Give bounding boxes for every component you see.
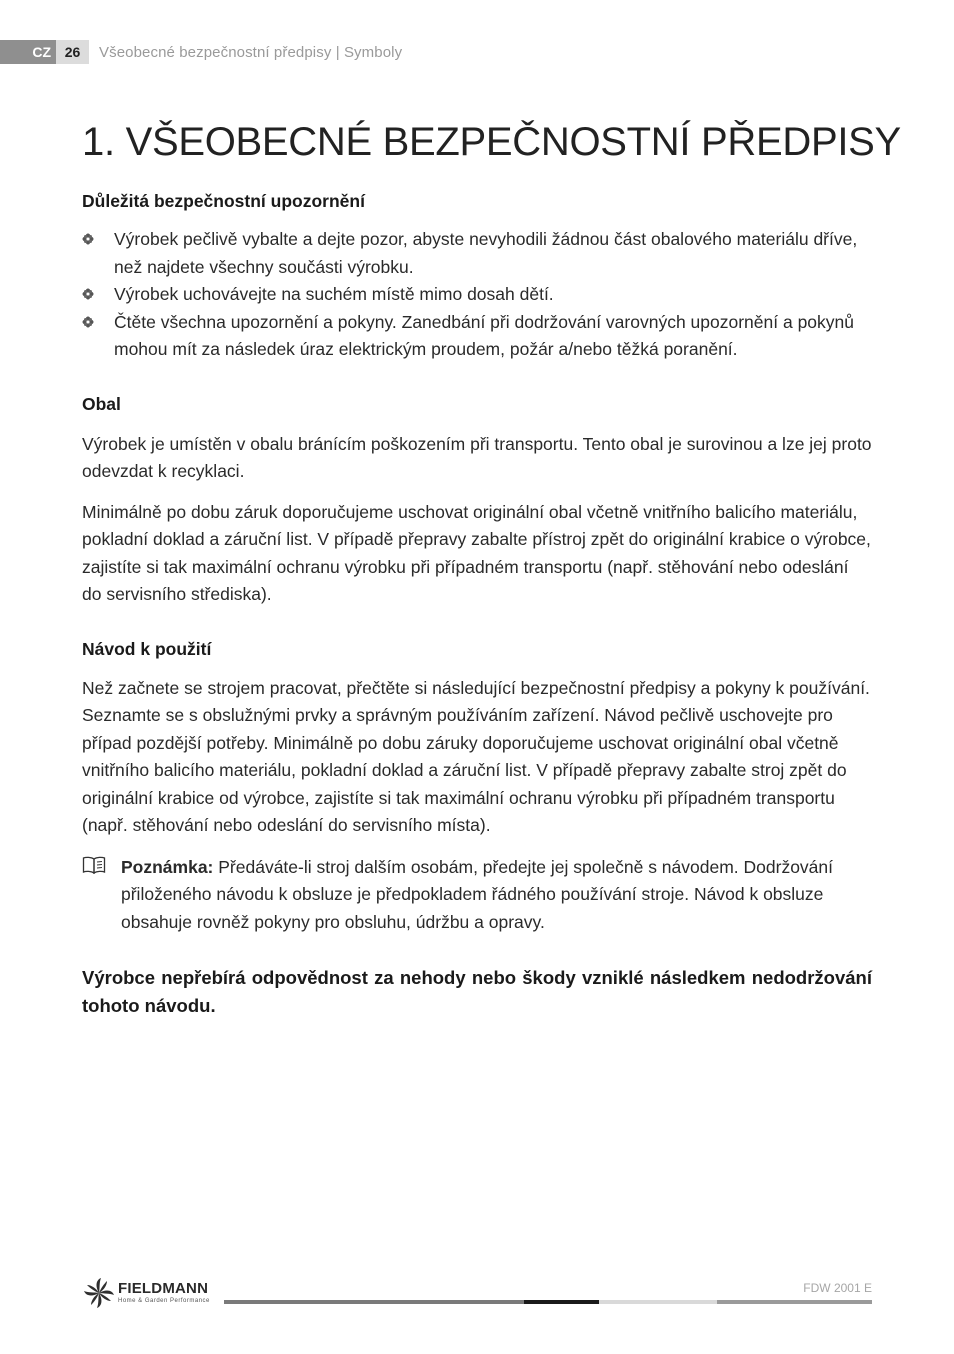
note-body: Předáváte-li stroj dalším osobám, předejte jej společně s návodem. Dodržování přiloženého návodu k obsluze je předpokladem řádného používání stroje. Návod k obsluze obsahuje rovněž pokyny pro obsluhu, údržbu a opravy.: [121, 856, 834, 932]
model-number: FDW 2001 E: [803, 1281, 872, 1295]
list-item: [82, 309, 872, 364]
navod-heading: Návod k použití: [82, 638, 212, 659]
flower-bullet-icon: [82, 316, 94, 328]
page-number: 26: [56, 40, 89, 64]
list-item-text: Výrobek uchovávejte na suchém místě mimo dosah dětí.: [114, 284, 554, 304]
page-title: 1. VŠEOBECNÉ BEZPEČNOSTNÍ PŘEDPISY: [82, 120, 901, 164]
important-list: [82, 226, 872, 364]
open-book-icon: [82, 856, 106, 874]
list-item-text: Výrobek pečlivě vybalte a dejte pozor, abyste nevyhodili žádnou část obalového materiálu dříve, než najdete všechny součásti výrobku.: [114, 229, 858, 277]
disclaimer: Výrobce nepřebírá odpovědnost za nehody nebo škody vzniklé následkem nedodržování tohoto návodu.: [82, 967, 872, 1016]
note-text: [121, 854, 872, 937]
brand-logo: [82, 1276, 232, 1312]
header-title: Všeobecné bezpečnostní předpisy | Symboly: [99, 43, 403, 61]
navod-paragraph: Než začnete se strojem pracovat, přečtěte si následující bezpečnostní předpisy a pokyny k používání. Seznamte se s obslužnými prvky a správným používáním zařízení. Návod pečlivě uschovejte pro případ pozdější potřeby. Minimálně po dobu záruky doporučujeme uschovat originální obal včetně vnitřního balicího materiálu, pokladní doklad a záruční list. V případě přepravy zabalte stroj zpět do originální krabice od výrobce, zajistíte si tak maximální ochranu výrobku při případném transportu (např. stěhování nebo odeslání do servisního místa).: [82, 677, 870, 835]
list-item-text: Čtěte všechna upozornění a pokyny. Zanedbání při dodržování varovných upozornění a pokynů mohou mít za následek úraz elektrickým proudem, požár a/nebo těžká poranění.: [114, 311, 855, 359]
footer-rule-light: [599, 1300, 717, 1304]
footer-rule-end: [717, 1300, 872, 1304]
note-label: Poznámka:: [121, 856, 214, 877]
page-header: [0, 40, 402, 64]
brand-name: FIELDMANN: [118, 1280, 209, 1297]
content: [82, 190, 872, 1020]
obal-heading: Obal: [82, 393, 121, 414]
flower-bullet-icon: [82, 233, 94, 245]
language-badge: CZ: [0, 40, 56, 64]
list-item: [82, 226, 872, 281]
obal-paragraph-1: Výrobek je umístěn v obalu bránícím poškozením při transportu. Tento obal je surovinou a lze jej proto odevzdat k recyklaci.: [82, 433, 872, 481]
fieldmann-swirl-icon: [82, 1276, 116, 1310]
footer-rule-accent: [524, 1300, 599, 1304]
list-item: [82, 281, 872, 309]
flower-bullet-icon: [82, 288, 94, 300]
note-block: [82, 854, 872, 937]
brand-tagline: Home & Garden Performance: [118, 1298, 210, 1304]
obal-paragraph-2: Minimálně po dobu záruk doporučujeme uschovat originální obal včetně vnitřního balicího materiálu, pokladní doklad a záruční list. V případě přepravy zabalte přístroj zpět do originální krabice o výrobce, zajistíte si tak maximální ochranu výrobku při případném transportu (např. stěhování nebo odeslání do servisního střediska).: [82, 501, 871, 604]
important-heading: Důležitá bezpečnostní upozornění: [82, 191, 365, 211]
footer-rule: [224, 1300, 524, 1304]
